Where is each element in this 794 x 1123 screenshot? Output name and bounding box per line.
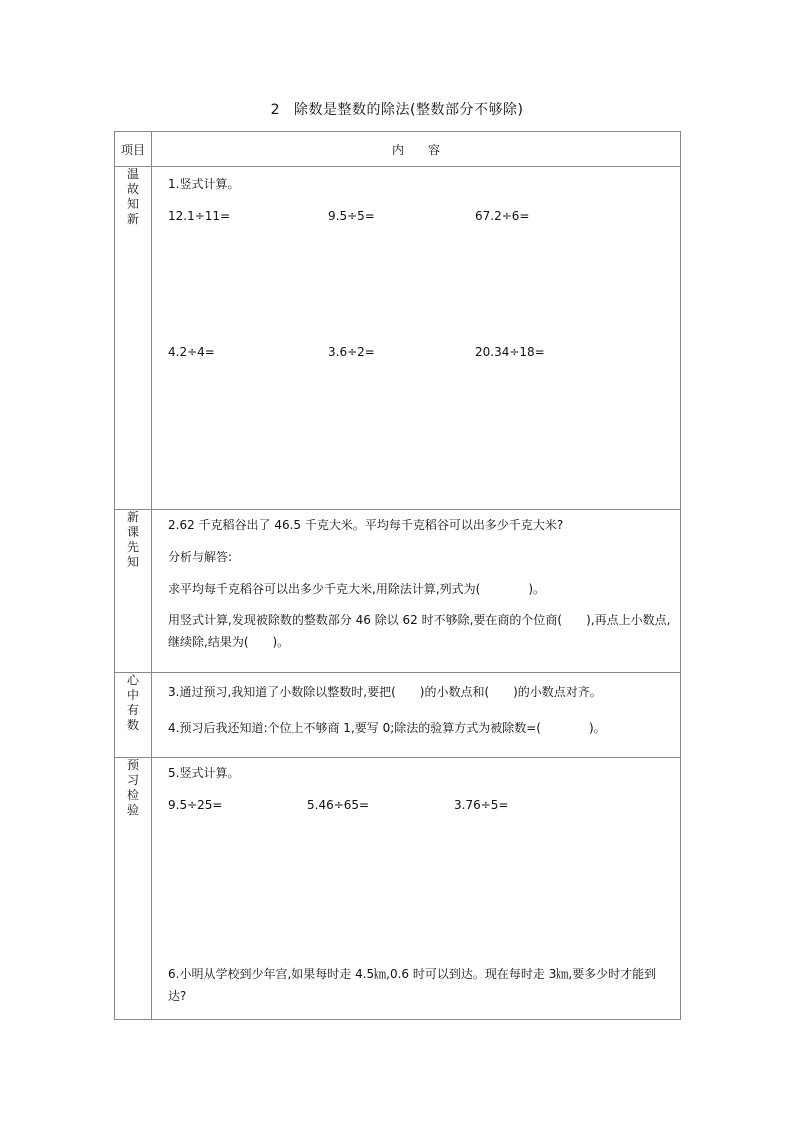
problem-1a: 12.1÷11=	[168, 209, 231, 223]
label-in-mind: 心中有数	[115, 673, 152, 758]
header-content: 内 容	[152, 132, 681, 167]
q2-text: 2.62 千克稻谷出了 46.5 千克大米。平均每千克稻谷可以出多少千克大米?	[168, 518, 564, 532]
q6-text: 6.小明从学校到少年宫,如果每时走 4.5㎞,0.6 时可以到达。现在每时走 3㎞,要多少时才能到达?	[168, 967, 657, 1003]
row-review	[115, 167, 681, 510]
row-new-lesson	[115, 510, 681, 673]
row-in-mind	[115, 673, 681, 758]
content-new-lesson	[152, 510, 681, 673]
header-row	[115, 132, 681, 167]
label-new-lesson: 新课先知	[115, 510, 152, 673]
problem-1c: 67.2÷6=	[475, 209, 530, 223]
analysis-line-1: 求平均每千克稻谷可以出多少千克大米,用除法计算,列式为( )。	[168, 582, 545, 596]
q1-title: 1.竖式计算。	[168, 177, 240, 191]
analysis-label: 分析与解答:	[168, 550, 233, 564]
page-title	[0, 99, 794, 119]
q5-title: 5.竖式计算。	[168, 766, 240, 780]
problem-1e: 3.6÷2=	[328, 345, 375, 359]
section-title: 除数是整数的除法(整数部分不够除)	[293, 102, 524, 118]
problem-5a: 9.5÷25=	[168, 798, 223, 812]
worksheet-table	[114, 131, 681, 1020]
problem-1f: 20.34÷18=	[475, 345, 545, 359]
problem-5b: 5.46÷65=	[307, 798, 370, 812]
content-review	[152, 167, 681, 510]
header-item: 项目	[115, 132, 152, 167]
label-check: 预习检验	[115, 758, 152, 1020]
section-number: 2	[270, 102, 280, 118]
content-in-mind	[152, 673, 681, 758]
problem-1d: 4.2÷4=	[168, 345, 215, 359]
row-check	[115, 758, 681, 1020]
analysis-line-2: 用竖式计算,发现被除数的整数部分 46 除以 62 时不够除,要在商的个位商( ),再点上小数点,继续除,结果为( )。	[168, 613, 671, 649]
problem-5c: 3.76÷5=	[454, 798, 509, 812]
content-check	[152, 758, 681, 1020]
q3-text: 3.通过预习,我知道了小数除以整数时,要把( )的小数点和( )的小数点对齐。	[168, 685, 602, 699]
label-review: 温故知新	[115, 167, 152, 510]
q4-text: 4.预习后我还知道:个位上不够商 1,要写 0;除法的验算方式为被除数=( )。	[168, 721, 606, 735]
problem-1b: 9.5÷5=	[328, 209, 375, 223]
